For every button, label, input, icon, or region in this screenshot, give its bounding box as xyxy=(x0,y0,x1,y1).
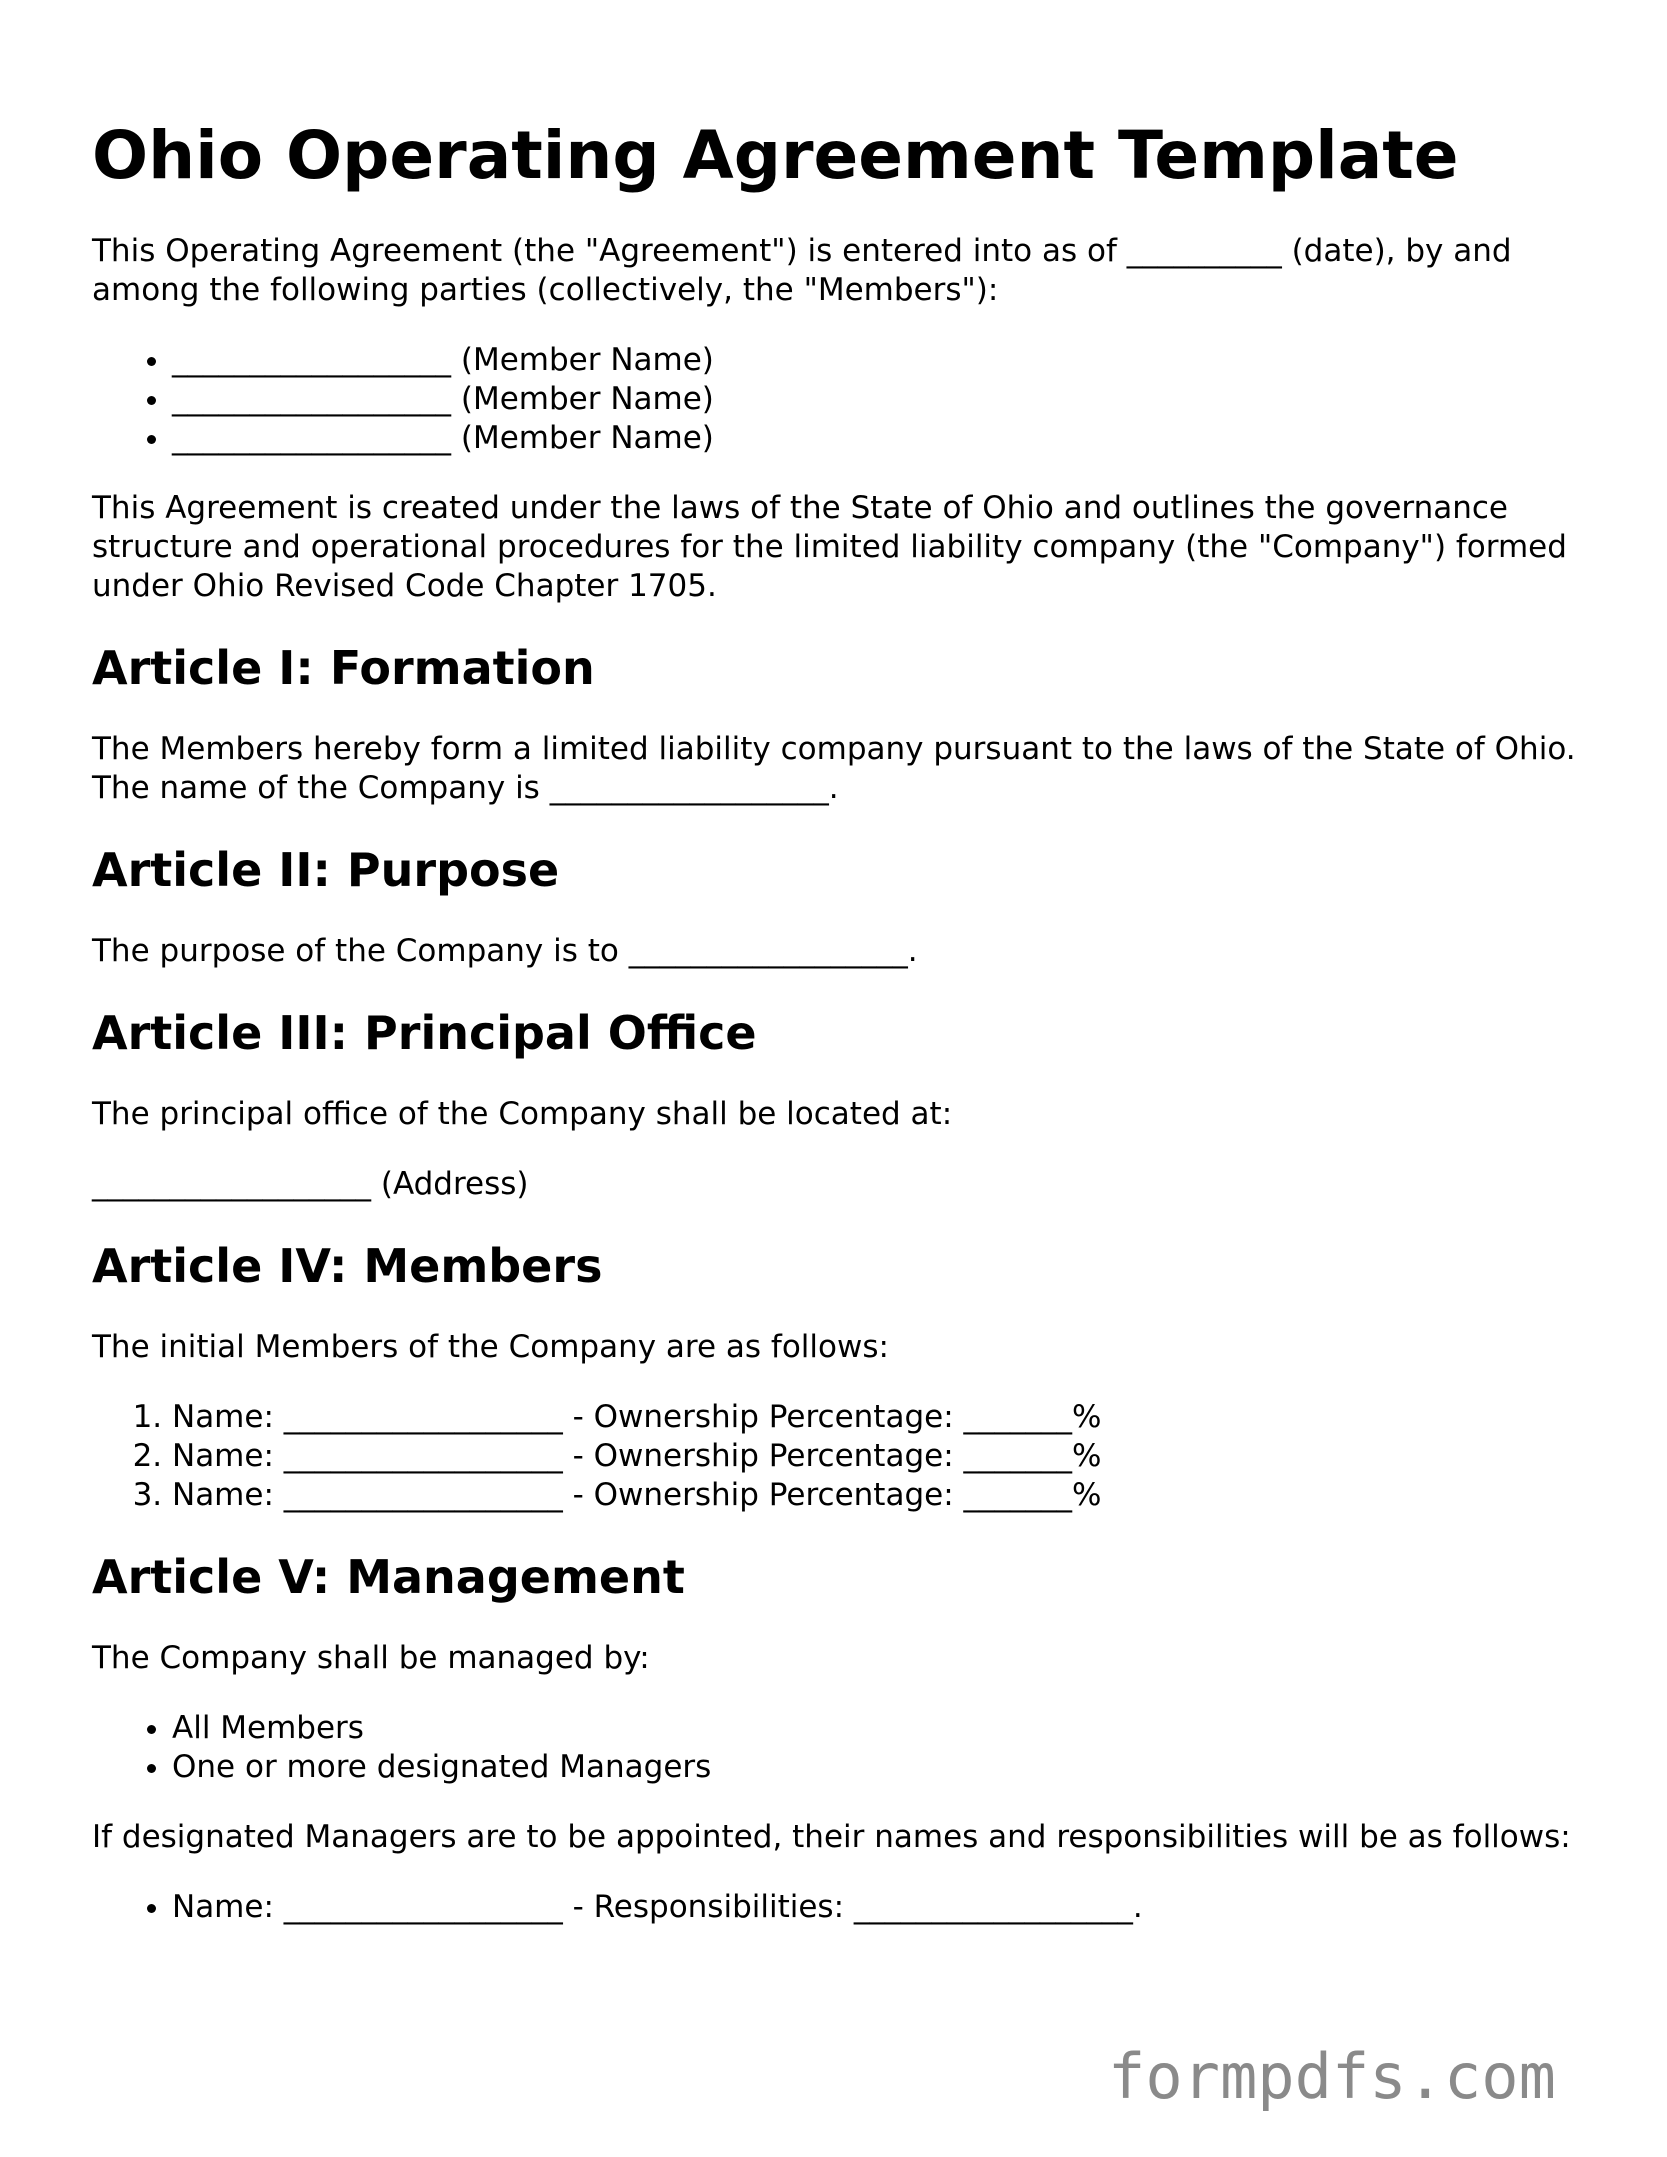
address-line: __________________ (Address) xyxy=(92,1166,529,1202)
article-purpose-heading: Article II: Purpose xyxy=(92,843,560,897)
member-names-list xyxy=(92,341,1592,458)
article-management-text: The Company shall be managed by: xyxy=(92,1640,650,1676)
intro-paragraph: This Operating Agreement (the "Agreement") is entered into as of __________ (date), by and among the following parties (collectively, the "Members"): xyxy=(92,233,1512,308)
managers-list xyxy=(92,1888,1592,1927)
article-management-heading: Article V: Management xyxy=(92,1550,685,1604)
document-title: Ohio Operating Agreement Template xyxy=(92,117,1459,194)
list-item: 1. Name: __________________ - Ownership Percentage: _______% xyxy=(172,1398,1592,1437)
article-formation-text: The Members hereby form a limited liability company pursuant to the laws of the State of Ohio. The name of the Company is __________________. xyxy=(92,731,1576,806)
watermark: formpdfs.com xyxy=(1108,2040,1556,2113)
article-office-text: The principal office of the Company shall be located at: xyxy=(92,1096,953,1132)
law-paragraph: This Agreement is created under the laws of the State of Ohio and outlines the governance structure and operational procedures for the limited liability company (the "Company") formed under Ohio Revised Code Chapter 1705. xyxy=(92,490,1567,604)
list-item: • __________________ (Member Name) xyxy=(172,380,1592,419)
article-office-heading: Article III: Principal Office xyxy=(92,1006,757,1060)
list-item: 2. Name: __________________ - Ownership Percentage: _______% xyxy=(172,1437,1592,1476)
list-item: • One or more designated Managers xyxy=(172,1748,1592,1787)
list-item: • __________________ (Member Name) xyxy=(172,419,1592,458)
article-purpose-text: The purpose of the Company is to __________________. xyxy=(92,933,918,969)
article-members-heading: Article IV: Members xyxy=(92,1239,603,1293)
ownership-list xyxy=(92,1398,1592,1515)
article-members-text: The initial Members of the Company are as follows: xyxy=(92,1329,889,1365)
list-item: • Name: __________________ - Responsibilities: __________________. xyxy=(172,1888,1592,1927)
document-page xyxy=(92,0,1592,1927)
management-options-list xyxy=(92,1709,1592,1787)
list-item: 3. Name: __________________ - Ownership Percentage: _______% xyxy=(172,1476,1592,1515)
article-formation-heading: Article I: Formation xyxy=(92,641,595,695)
list-item: • All Members xyxy=(172,1709,1592,1748)
list-item: • __________________ (Member Name) xyxy=(172,341,1592,380)
managers-paragraph: If designated Managers are to be appointed, their names and responsibilities will be as follows: xyxy=(92,1819,1571,1855)
